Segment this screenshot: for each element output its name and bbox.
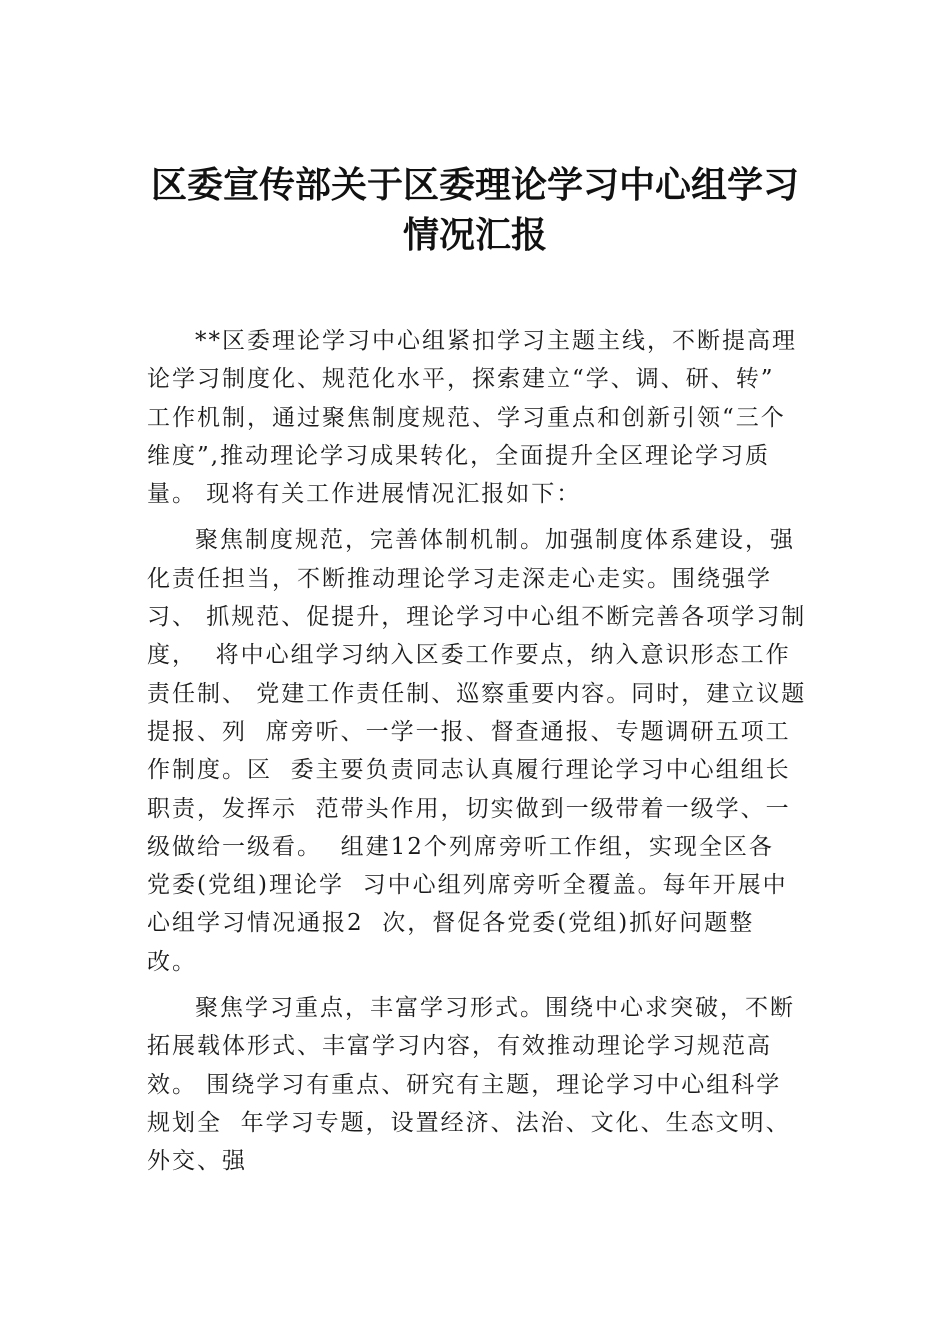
paragraph-line: 工作机制，通过聚焦制度规范、学习重点和创新引领“三个	[147, 404, 786, 431]
paragraph-line: 效。 围绕学习有重点、研究有主题，理论学习中心组科学	[147, 1071, 782, 1098]
paragraph-line: 规划全 年学习专题，设置经济、法治、文化、生态文明、	[147, 1109, 791, 1136]
paragraph-line: 量。 现将有关工作进展情况汇报如下：	[147, 481, 582, 508]
paragraph-line: 习、 抓规范、促提升，理论学习中心组不断完善各项学习制	[147, 604, 807, 631]
paragraph-line: **区委理论学习中心组紧扣学习主题主线，不断提高理	[195, 328, 797, 354]
title-line-1: 区委宣传部关于区委理论学习中心组学习	[150, 164, 799, 206]
document-title	[0, 160, 950, 260]
paragraph-line: 作制度。区 委主要负责同志认真履行理论学习中心组组长	[147, 757, 791, 784]
paragraph	[147, 989, 827, 1180]
paragraph-line: 党委(党组)理论学 习中心组列席旁听全覆盖。每年开展中	[147, 872, 788, 899]
paragraph-line: 论学习制度化、规范化水平，探索建立“学、调、研、转”	[147, 366, 775, 393]
paragraph-line: 改。	[147, 948, 197, 975]
document-body	[147, 322, 827, 1189]
paragraph-line: 职责，发挥示 范带头作用，切实做到一级带着一级学、一	[147, 795, 791, 822]
paragraph-line: 拓展载体形式、丰富学习内容，有效推动理论学习规范高	[147, 1033, 772, 1060]
paragraph-line: 提报、列 席旁听、一学一报、督查通报、专题调研五项工	[147, 718, 791, 745]
paragraph-line: 度， 将中心组学习纳入区委工作要点，纳入意识形态工作	[147, 642, 791, 669]
paragraph-line: 聚焦制度规范，完善体制机制。加强制度体系建设，强	[195, 527, 795, 554]
paragraph-line: 心组学习情况通报2 次，督促各党委(党组)抓好问题整	[147, 910, 755, 937]
paragraph-line: 化责任担当，不断推动理论学习走深走心走实。围绕强学	[147, 565, 772, 592]
paragraph	[147, 521, 827, 981]
paragraph-line: 聚焦学习重点，丰富学习形式。围绕中心求突破，不断	[195, 995, 795, 1022]
paragraph-line: 责任制、 党建工作责任制、巡察重要内容。同时，建立议题	[147, 680, 807, 707]
paragraph-line: 外交、强	[147, 1148, 247, 1175]
paragraph-line: 级做给一级看。 组建12个列席旁听工作组，实现全区各	[147, 833, 774, 860]
paragraph	[147, 322, 827, 513]
paragraph-line: 维度”,推动理论学习成果转化，全面提升全区理论学习质	[147, 442, 771, 469]
title-line-2: 情况汇报	[402, 214, 547, 256]
